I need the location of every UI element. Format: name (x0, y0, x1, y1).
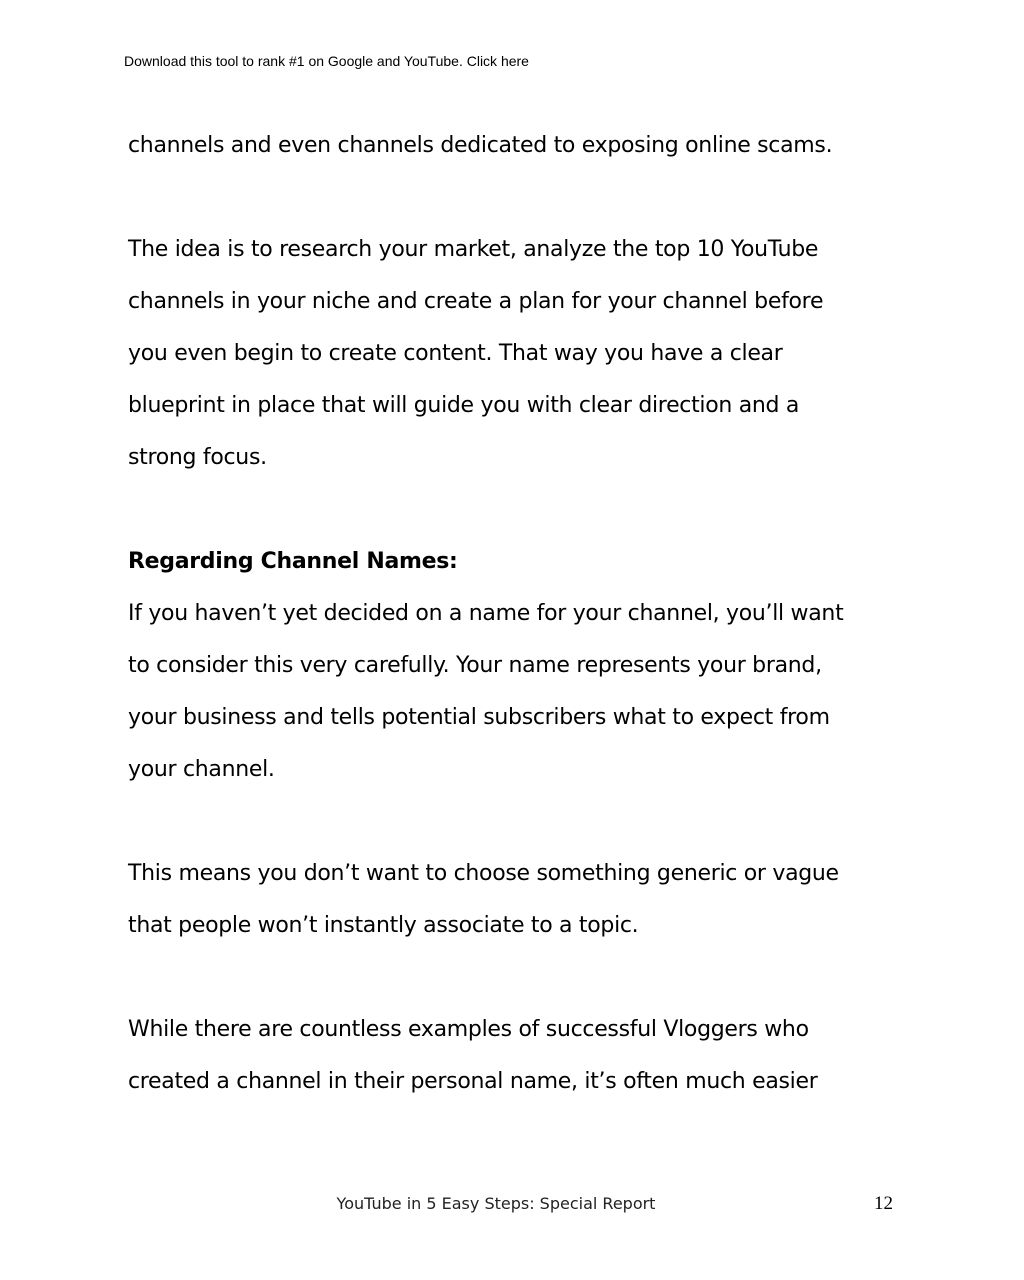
text-line: to consider this very carefully. Your name represents your brand, (128, 653, 822, 678)
download-tool-link[interactable]: Download this tool to rank #1 on Google and YouTube. Click here (124, 53, 529, 69)
text-line: channels and even channels dedicated to exposing online scams. (128, 133, 833, 158)
text-line: your business and tells potential subscribers what to expect from (128, 705, 830, 730)
paragraph-5 (128, 1004, 928, 1108)
page-body (128, 120, 928, 1160)
page-number: 12 (874, 1193, 893, 1214)
paragraph-4 (128, 848, 928, 952)
paragraph-2 (128, 224, 928, 484)
section-heading: Regarding Channel Names: (128, 549, 458, 574)
text-line: created a channel in their personal name, it’s often much easier (128, 1069, 818, 1094)
text-line: channels in your niche and create a plan for your channel before (128, 289, 824, 314)
text-line: you even begin to create content. That way you have a clear (128, 341, 783, 366)
paragraph-channel-names (128, 536, 928, 796)
footer-report-title: YouTube in 5 Easy Steps: Special Report (336, 1194, 656, 1213)
text-line: blueprint in place that will guide you with clear direction and a (128, 393, 800, 418)
text-line: This means you don’t want to choose something generic or vague (128, 861, 839, 886)
text-line: If you haven’t yet decided on a name for your channel, you’ll want (128, 601, 844, 626)
paragraph-1 (128, 120, 928, 172)
text-line: The idea is to research your market, analyze the top 10 YouTube (128, 237, 819, 262)
text-line: strong focus. (128, 445, 267, 470)
text-line: that people won’t instantly associate to a topic. (128, 913, 639, 938)
text-line: your channel. (128, 757, 275, 782)
text-line: While there are countless examples of successful Vloggers who (128, 1017, 809, 1042)
